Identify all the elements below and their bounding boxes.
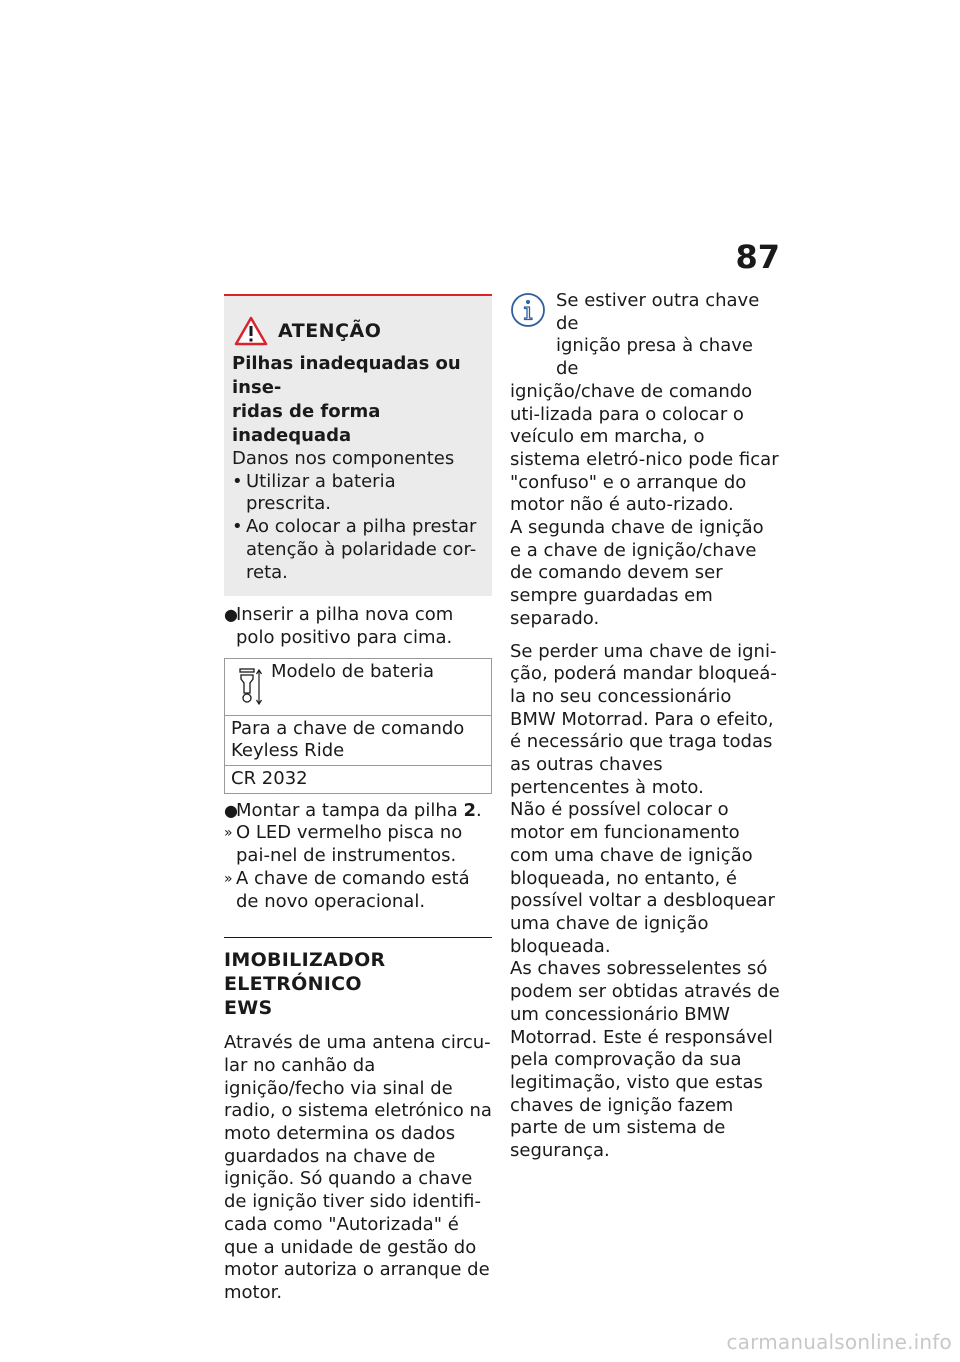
step-text: A chave de comando está de novo operacional. — [236, 867, 470, 912]
table-cell: Para a chave de comando Keyless Ride — [225, 715, 492, 765]
paragraph: As chaves sobresselentes só podem ser obtidas através de um concessionário BMW Motorrad. Este é responsável pela comprovação da sua legitimação, visto que estas chaves de ignição fazem parte de um sistema de segurança. — [510, 958, 780, 1162]
info-icon — [510, 292, 546, 328]
table-header-cell — [225, 658, 492, 715]
section-paragraph: Através de uma antena circu-lar no canhão da ignição/fecho via sinal de radio, o sistema eletrónico na moto determina os dados guardados na chave de ignição. Só quando a chave de ignição tiver sido identifi-cada como "Autorizada" é que a unidade de gestão do motor autoriza o arranque de motor. — [224, 1032, 492, 1303]
step-text-end: . — [476, 799, 482, 821]
list-item — [224, 604, 492, 649]
info-line-1: Se estiver outra chave de — [556, 290, 760, 334]
warning-header — [232, 316, 478, 346]
step-list-2 — [224, 800, 492, 914]
list-item — [224, 800, 492, 823]
paragraph: Se perder uma chave de igni-ção, poderá mandar bloqueá-la no seu concessionário BMW Motorrad. Para o efeito, é necessário que traga todas as outras chaves pertencentes à moto. — [510, 640, 777, 798]
warning-list — [232, 471, 478, 585]
step-text: Inserir a pilha nova com polo positivo para cima. — [236, 604, 454, 648]
paragraph: Não é possível colocar o motor em funcionamento com uma chave de ignição bloqueada, no entanto, é possível voltar a desbloquear uma chave de ignição bloqueada. — [510, 799, 775, 957]
battery-spec-table — [224, 658, 492, 794]
warning-consequence: Danos nos componentes — [232, 448, 455, 469]
section-title-line-1: IMOBILIZADOR ELETRÓNICO — [224, 949, 386, 996]
warning-subtitle-line-2: ridas de forma inadequada — [232, 401, 381, 446]
result-marker: » — [224, 825, 233, 842]
info-line-2: ignição presa à chave de — [556, 335, 753, 380]
page-number: 87 — [735, 238, 780, 276]
info-text: ignição/chave de comando uti-lizada para o colocar o veículo em marcha, o sistema eletró-nico pode ficar "confuso" e o arranque do motor não é auto-rizado. — [510, 380, 779, 516]
section-divider — [224, 937, 492, 938]
table-cell: CR 2032 — [225, 766, 492, 794]
warning-item: • Ao colocar a pilha prestar atenção à polaridade cor-reta. — [232, 516, 478, 584]
table-row — [225, 766, 492, 794]
bullet-marker: ● — [224, 605, 238, 625]
warning-box — [224, 294, 492, 596]
step-list-1 — [224, 604, 492, 649]
warning-item: • Utilizar a bateria prescrita. — [232, 471, 478, 516]
watermark: carmanualsonline.info — [726, 1330, 952, 1354]
step-text: O LED vermelho pisca no pai-nel de instrumentos. — [236, 822, 463, 867]
table-row — [225, 715, 492, 765]
result-marker: » — [224, 870, 233, 887]
table-header: Modelo de bateria — [271, 660, 435, 682]
section-title — [224, 948, 492, 1020]
section-title-line-2: EWS — [224, 997, 273, 1020]
warning-title: ATENÇÃO — [278, 320, 382, 342]
bullet-marker: ● — [224, 800, 238, 820]
info-text-2: A segunda chave de ignição e a chave de ignição/chave de comando devem ser sempre guardadas em separado. — [510, 517, 764, 629]
table-row — [225, 658, 492, 715]
warning-triangle-icon — [234, 316, 268, 346]
step-text: Montar a tampa da pilha — [236, 799, 464, 821]
right-column — [510, 290, 780, 1163]
step-bold-ref: 2 — [463, 799, 477, 821]
warning-subtitle-line-1: Pilhas inadequadas ou inse- — [232, 353, 461, 398]
list-item — [224, 868, 492, 913]
battery-spec-icon — [237, 667, 263, 705]
list-item — [224, 822, 492, 867]
info-note — [510, 290, 780, 631]
left-column — [224, 294, 492, 1315]
